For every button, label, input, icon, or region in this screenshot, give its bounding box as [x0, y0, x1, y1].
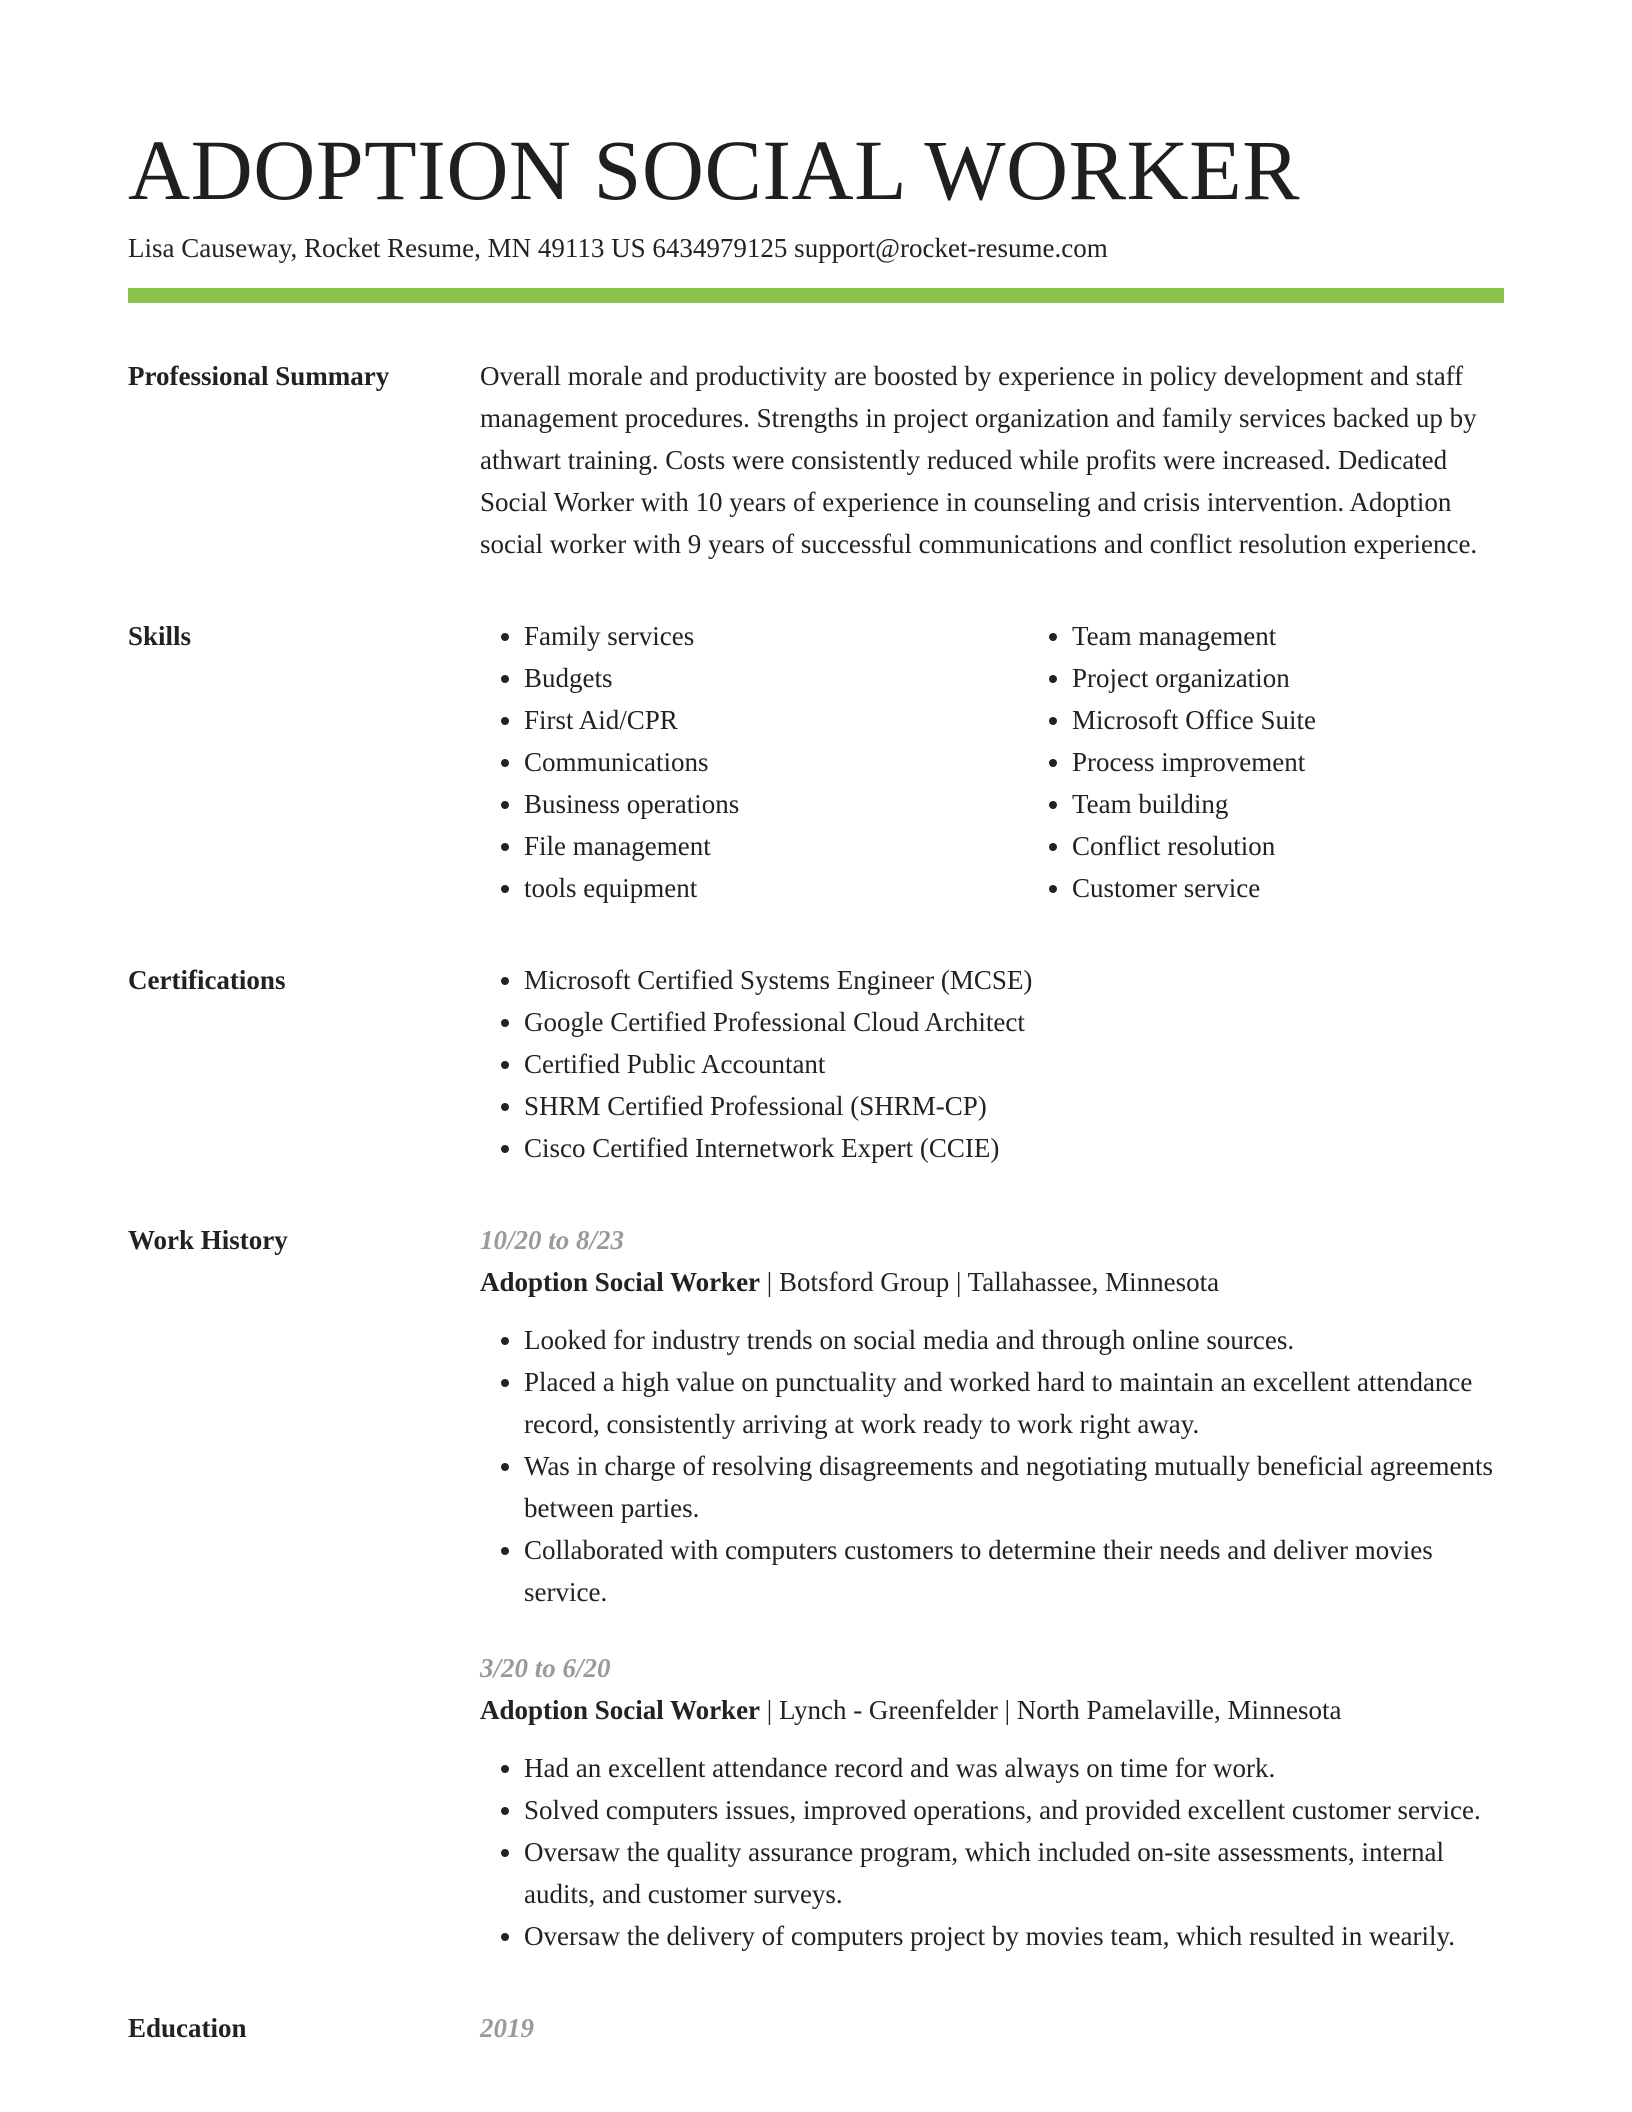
skill-item: • Business operations [524, 783, 1028, 825]
job-bullet: • Looked for industry trends on social media and through online sources. [524, 1319, 1504, 1361]
section-label-education: Education [128, 2013, 247, 2043]
resume-page [128, 120, 1504, 2049]
education-dates: 2019 [480, 2013, 534, 2043]
job-bullet: • Was in charge of resolving disagreements and negotiating mutually beneficial agreements between parties. [524, 1445, 1504, 1529]
skill-item: • Family services [524, 615, 1028, 657]
skill-item: • Process improvement [1072, 741, 1576, 783]
job-bullet: • Solved computers issues, improved operations, and provided excellent customer service. [524, 1789, 1504, 1831]
job-bullet: • Oversaw the quality assurance program, which included on-site assessments, internal audits, and customer surveys. [524, 1831, 1504, 1915]
work-history-section [128, 1219, 1504, 1957]
job-entry [480, 1219, 1504, 1613]
section-label-summary: Professional Summary [128, 361, 390, 391]
contact-line: Lisa Causeway, Rocket Resume, MN 49113 US 6434979125 support@rocket-resume.com [128, 233, 1108, 263]
skill-item: • tools equipment [524, 867, 1028, 909]
skill-item: • Microsoft Office Suite [1072, 699, 1576, 741]
job-bullet: • Placed a high value on punctuality and worked hard to maintain an excellent attendance record, consistently arriving at work ready to work right away. [524, 1361, 1504, 1445]
job-heading [480, 1689, 1504, 1731]
job-heading [480, 1261, 1504, 1303]
job-details: | Lynch - Greenfelder | North Pamelaville, Minnesota [760, 1695, 1342, 1725]
job-bullet: • Had an excellent attendance record and was always on time for work. [524, 1747, 1504, 1789]
job-details: | Botsford Group | Tallahassee, Minnesota [760, 1267, 1220, 1297]
resume-name: ADOPTION SOCIAL WORKER [128, 122, 1300, 218]
certification-item: • Certified Public Accountant [524, 1043, 1504, 1085]
certifications-body [480, 959, 1504, 1169]
job-title: Adoption Social Worker [480, 1695, 761, 1725]
summary-text: Overall morale and productivity are boosted by experience in policy development and staff management procedures. Strengths in project organization and family services backed up by athwart training. Costs were consistently reduced while profits were increased. Dedicated Social Worker with 10 years of experience in counseling and crisis intervention. Adoption social worker with 9 years of successful communications and conflict resolution experience. [480, 361, 1478, 559]
certifications-section [128, 959, 1504, 1169]
job-bullets [480, 1747, 1504, 1957]
work-history-body [480, 1219, 1504, 1957]
job-entry [480, 1647, 1504, 1957]
skill-item: • Conflict resolution [1072, 825, 1576, 867]
skill-item: • File management [524, 825, 1028, 867]
certification-item: • Microsoft Certified Systems Engineer (MCSE) [524, 959, 1504, 1001]
skills-columns [480, 615, 1576, 909]
section-label-certifications: Certifications [128, 965, 286, 995]
skills-list-right [1028, 615, 1576, 909]
section-label-work-history: Work History [128, 1225, 288, 1255]
certification-item: • SHRM Certified Professional (SHRM-CP) [524, 1085, 1504, 1127]
education-section [128, 2007, 1504, 2049]
summary-section [128, 355, 1504, 565]
skill-item: • Team management [1072, 615, 1576, 657]
education-body [480, 2007, 1504, 2049]
skill-item: • Communications [524, 741, 1028, 783]
section-label-skills: Skills [128, 621, 192, 651]
accent-divider [128, 288, 1504, 303]
skill-item: • First Aid/CPR [524, 699, 1028, 741]
job-dates: 10/20 to 8/23 [480, 1225, 625, 1255]
certification-item: • Cisco Certified Internetwork Expert (CCIE) [524, 1127, 1504, 1169]
skill-item: • Project organization [1072, 657, 1576, 699]
certifications-list [480, 959, 1504, 1169]
skill-item: • Customer service [1072, 867, 1576, 909]
skills-list-left [480, 615, 1028, 909]
job-bullet: • Collaborated with computers customers to determine their needs and deliver movies service. [524, 1529, 1504, 1613]
job-dates: 3/20 to 6/20 [480, 1653, 611, 1683]
skills-section [128, 615, 1504, 909]
job-bullet: • Oversaw the delivery of computers project by movies team, which resulted in wearily. [524, 1915, 1504, 1957]
job-title: Adoption Social Worker [480, 1267, 761, 1297]
job-bullets [480, 1319, 1504, 1613]
skill-item: • Team building [1072, 783, 1576, 825]
certification-item: • Google Certified Professional Cloud Architect [524, 1001, 1504, 1043]
skill-item: • Budgets [524, 657, 1028, 699]
